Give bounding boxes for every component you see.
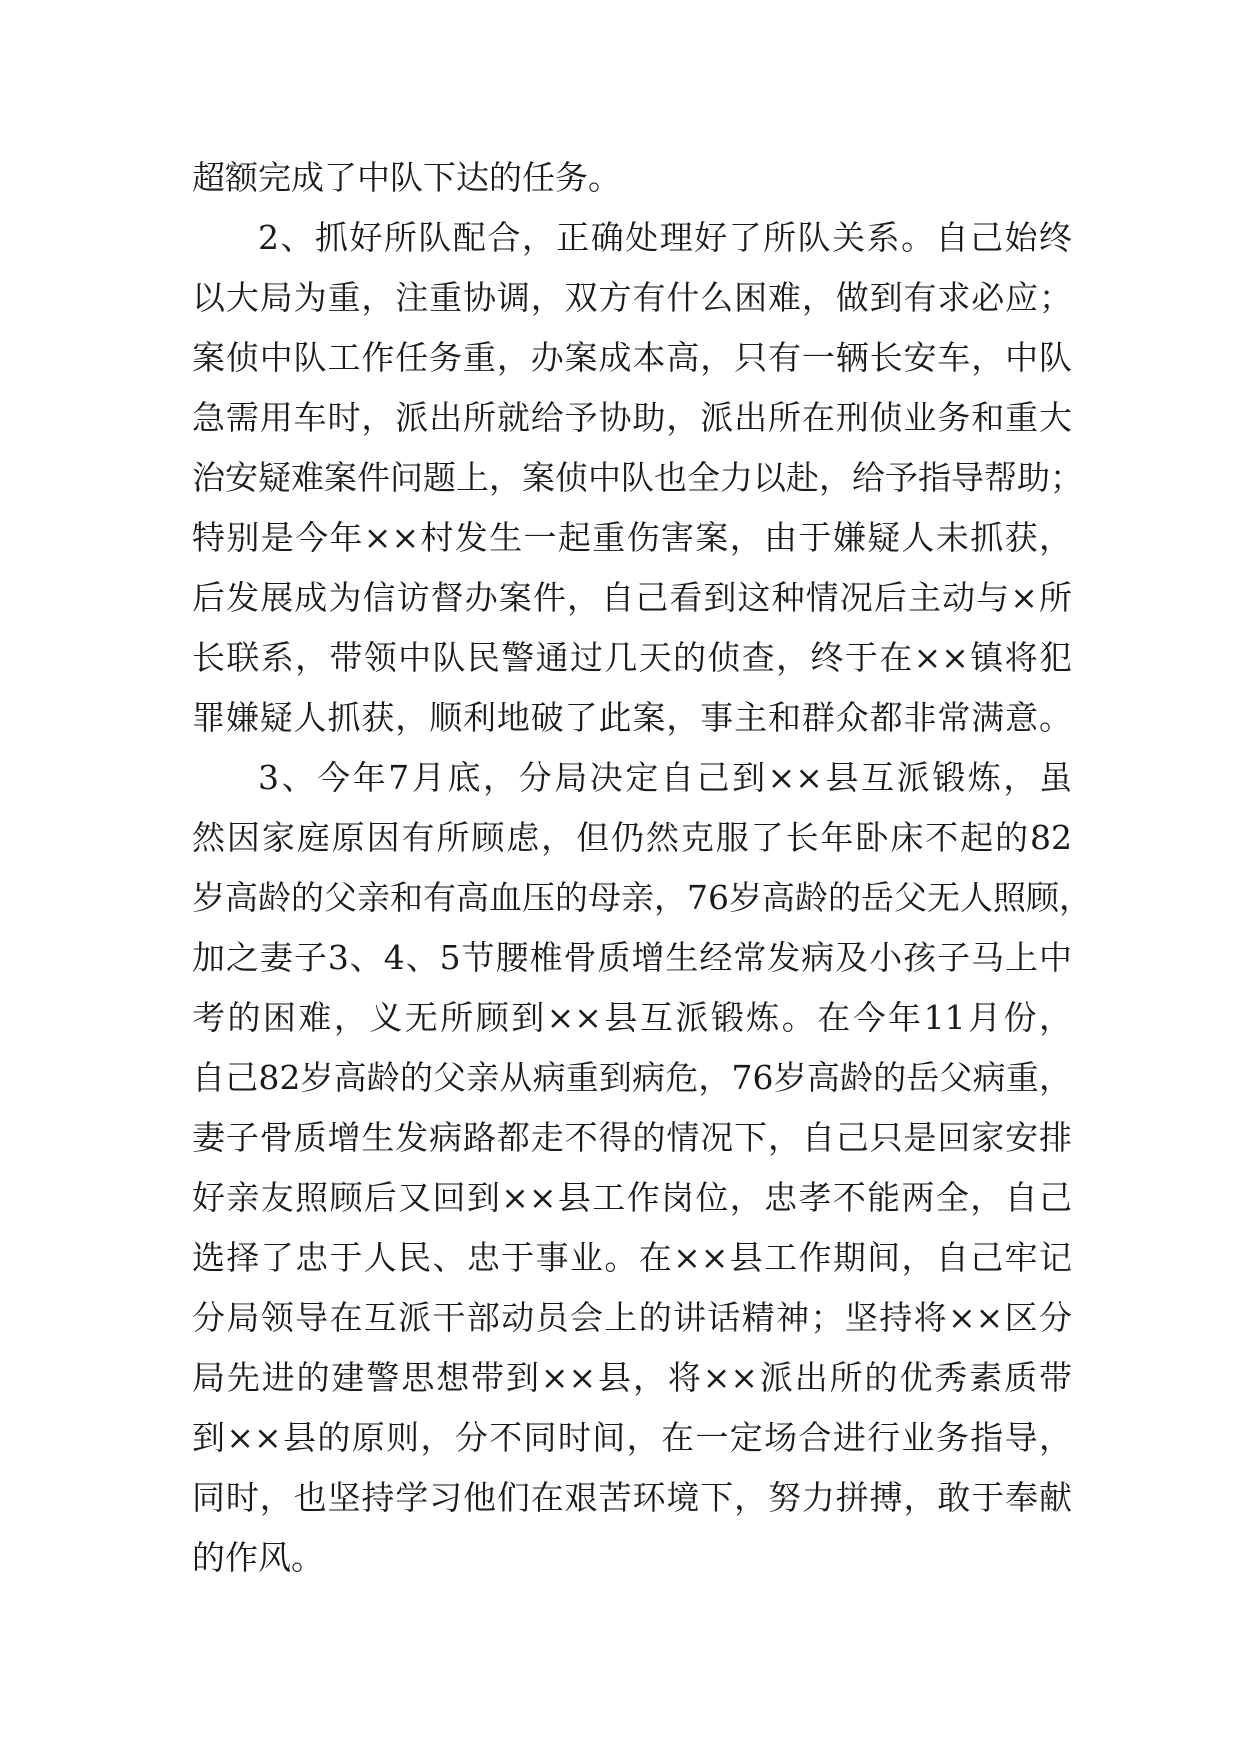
text-line: 罪嫌疑人抓获，顺利地破了此案，事主和群众都非常满意。 [192, 698, 1072, 737]
paragraph-2-start: 2、抓好所队配合，正确处理好了所队关系。自己始终 [258, 218, 1072, 257]
body-text [192, 148, 1092, 1588]
text-line: 到××县的原则，分不同时间，在一定场合进行业务指导， [192, 1418, 1072, 1457]
text-line: 长联系，带领中队民警通过几天的侦查，终于在××镇将犯 [192, 638, 1072, 677]
text-line: 选择了忠于人民、忠于事业。在××县工作期间，自己牢记 [192, 1238, 1072, 1277]
text-line: 好亲友照顾后又回到××县工作岗位，忠孝不能两全，自己 [192, 1178, 1072, 1217]
text-line: 自己82岁高龄的父亲从病重到病危，76岁高龄的岳父病重， [192, 1058, 1072, 1097]
text-line: 治安疑难案件问题上，案侦中队也全力以赴，给予指导帮助； [192, 458, 1083, 497]
text-line: 岁高龄的父亲和有高血压的母亲，76岁高龄的岳父无人照顾， [192, 878, 1092, 917]
text-line: 然因家庭原因有所顾虑，但仍然克服了长年卧床不起的82 [192, 818, 1072, 857]
text-line: 案侦中队工作任务重，办案成本高，只有一辆长安车，中队 [192, 338, 1072, 377]
text-line: 分局领导在互派干部动员会上的讲话精神；坚持将××区分 [192, 1298, 1072, 1337]
text-line: 加之妻子3、4、5节腰椎骨质增生经常发病及小孩子马上中 [192, 938, 1072, 977]
text-line: 超额完成了中队下达的任务。 [192, 158, 621, 197]
text-line: 的作风。 [192, 1538, 324, 1577]
text-line: 以大局为重，注重协调，双方有什么困难，做到有求必应； [192, 278, 1072, 317]
text-line: 同时，也坚持学习他们在艰苦环境下，努力拼搏，敢于奉献 [192, 1478, 1072, 1517]
text-line: 考的困难，义无所顾到××县互派锻炼。在今年11月份， [192, 998, 1072, 1037]
text-line: 后发展成为信访督办案件，自己看到这种情况后主动与×所 [192, 578, 1072, 617]
text-line: 局先进的建警思想带到××县，将××派出所的优秀素质带 [192, 1358, 1072, 1397]
text-line: 妻子骨质增生发病路都走不得的情况下，自己只是回家安排 [192, 1118, 1072, 1157]
paragraph-3-start: 3、今年7月底，分局决定自己到××县互派锻炼，虽 [258, 758, 1072, 797]
text-line: 急需用车时，派出所就给予协助，派出所在刑侦业务和重大 [192, 398, 1072, 437]
text-line: 特别是今年××村发生一起重伤害案，由于嫌疑人未抓获， [192, 518, 1072, 557]
